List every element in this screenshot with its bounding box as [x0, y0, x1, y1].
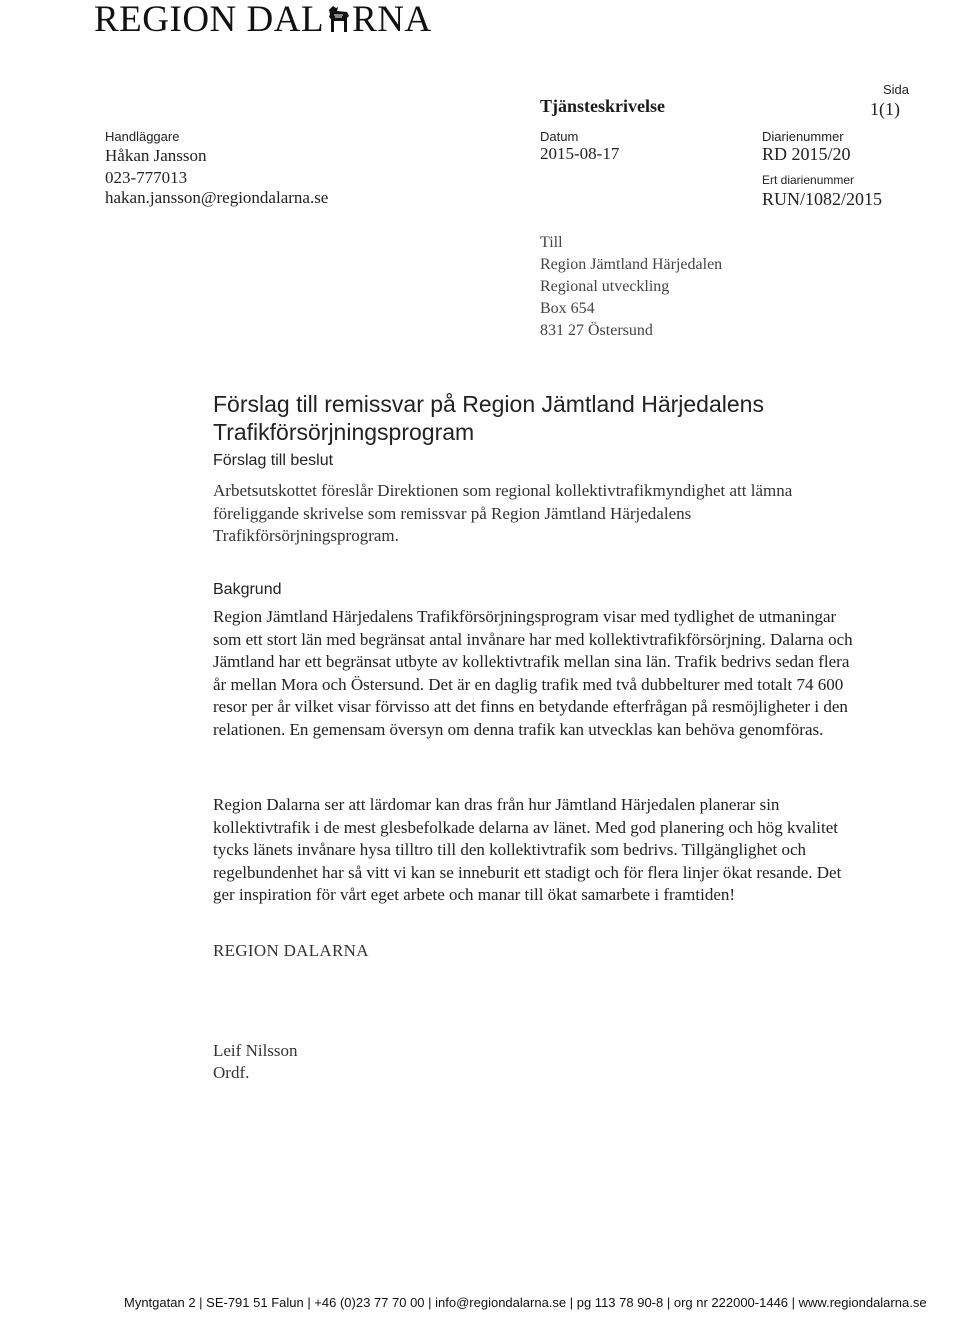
logo-text-left: REGION DAL: [94, 0, 325, 40]
logo-text-right: RNA: [352, 0, 432, 40]
ert-diarienummer-label: Ert diarienummer: [762, 173, 855, 187]
bakgrund-heading: Bakgrund: [213, 581, 282, 598]
beslut-heading: Förslag till beslut: [213, 452, 334, 469]
datum-label: Datum: [540, 129, 579, 144]
diarienummer-label: Diarienummer: [762, 129, 844, 144]
ert-diarienummer-value: RUN/1082/2015: [762, 189, 883, 209]
bakgrund-paragraph-1: Region Jämtland Härjedalens Trafikförsörjningsprogram visar med tydlighet de utmaningar som ett stort län med begränsat antal invånare har med kollektivtrafikförsörjning. Dalarna och Jämtland har ett begränsat utbyte av kollektivtrafik mellan sina län. Trafik bedrivs sedan flera år mellan Mora och Östersund. Det är en daglig trafik med två dubbelturer med totalt 74 600 resor per år vilket visar förvisso att det finns en betydande efterfrågan på resmöjligheter i den relationen. En gemensam översyn om denna trafik kan utvecklas kan behöva genomföras.: [213, 607, 853, 739]
footer-contact: Myntgatan 2 | SE-791 51 Falun | +46 (0)23 77 70 00 | info@regiondalarna.se | pg 113 78 90-8 | org nr 222000-1446 | www.regiondalarna.se: [124, 1295, 927, 1310]
handlaggare-email: hakan.jansson@regiondalarna.se: [105, 188, 329, 207]
recipient-line: Regional utveckling: [540, 278, 670, 295]
document-title: Förslag till remissvar på Region Jämtland Härjedalens Trafikförsörjningsprogram: [213, 391, 764, 445]
handlaggare-phone: 023-777013: [105, 168, 188, 187]
recipient-line: Till: [540, 234, 563, 251]
page-number: 1(1): [870, 99, 900, 119]
signature-organisation: REGION DALARNA: [213, 941, 369, 960]
recipient-line: 831 27 Östersund: [540, 322, 653, 339]
document-type: Tjänsteskrivelse: [540, 96, 665, 116]
handlaggare-name: Håkan Jansson: [105, 146, 207, 165]
signature-name: Leif Nilsson: [213, 1041, 298, 1060]
dala-horse-icon: [325, 3, 351, 43]
handlaggare-label: Handläggare: [105, 129, 180, 144]
recipient-address: [540, 232, 722, 342]
signature-role: Ordf.: [213, 1063, 250, 1082]
recipient-line: Box 654: [540, 300, 595, 317]
page-label: Sida: [883, 82, 910, 97]
bakgrund-paragraph-2: Region Dalarna ser att lärdomar kan dras från hur Jämtland Härjedalen planerar sin kollektivtrafik i de mest glesbefolkade delarna av länet. Med god planering och hög kvalitet tycks länets invånare hysa tilltro till den kollektivtrafik som bedrivs. Tillgänglighet och regelbundenhet har så vitt vi kan se inneburit ett stadigt och för flera linjer ökat resande. Det ger inspiration för vårt eget arbete och manar till ökat samarbete i framtiden!: [213, 795, 842, 905]
diarienummer-value: RD 2015/20: [762, 144, 851, 164]
beslut-text: Arbetsutskottet föreslår Direktionen som regional kollektivtrafikmyndighet att lämna föreliggande skrivelse som remissvar på Region Jämtland Härjedalens Trafikförsörjningsprogram.: [213, 481, 793, 546]
datum-value: 2015-08-17: [540, 144, 620, 163]
region-dalarna-logo: [94, 0, 432, 43]
recipient-line: Region Jämtland Härjedalen: [540, 256, 723, 273]
